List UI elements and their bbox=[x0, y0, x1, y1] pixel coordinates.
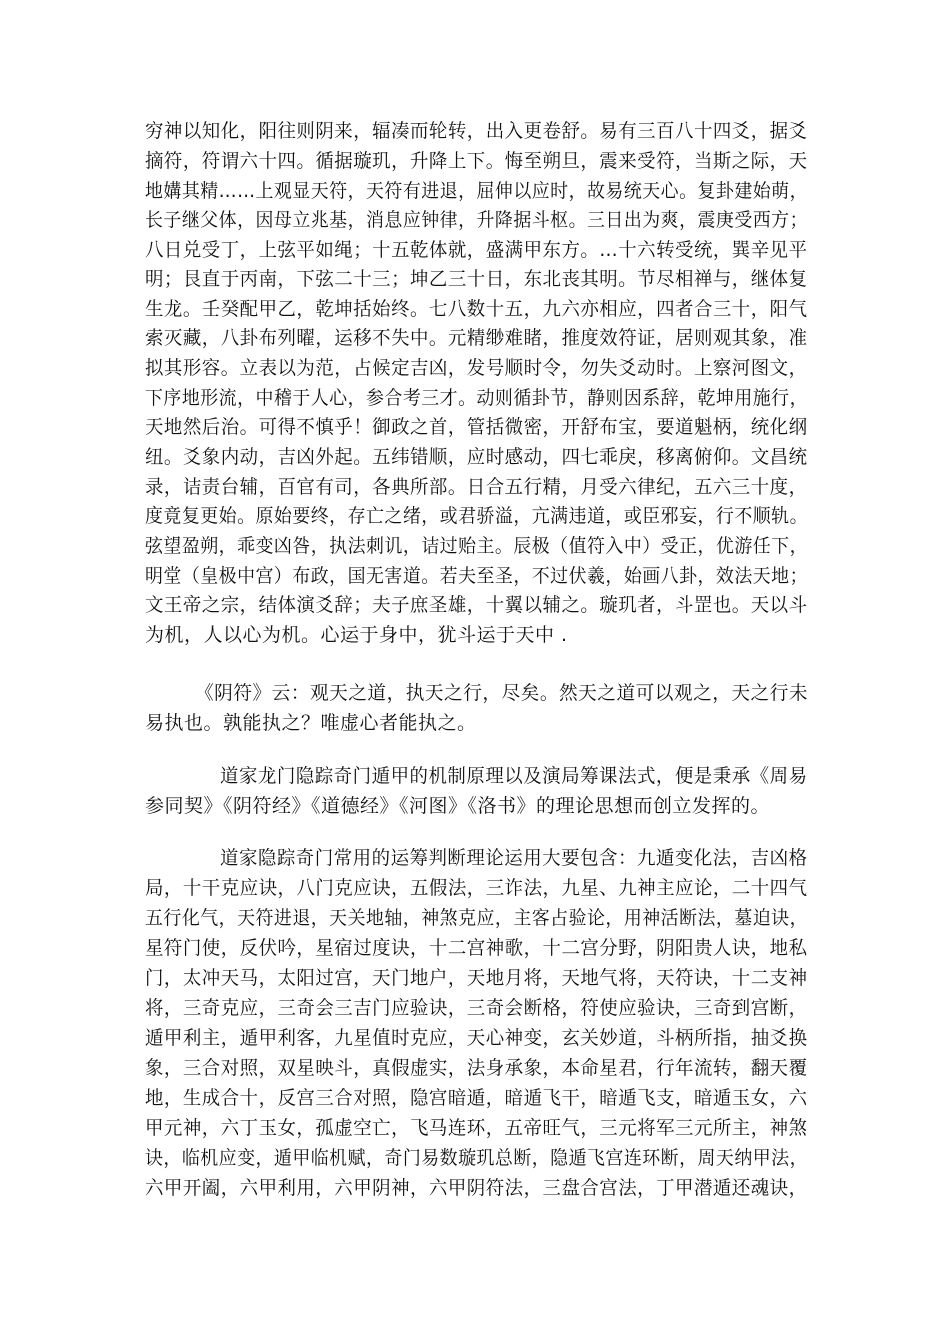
text-line: 诀，临机应变，遁甲临机赋，奇门易数璇玑总断，隐遁飞宫连环断，周天纳甲法， bbox=[145, 1147, 809, 1169]
text-line: 为机，人以心为机。心运于身中，犹斗运于天中 . bbox=[145, 624, 568, 646]
text-line: 生龙。壬癸配甲乙，乾坤括始终。七八数十五，九六亦相应，四者合三十，阳气 bbox=[145, 298, 808, 320]
text-line: 穷神以知化，阳往则阴来，辐凑而轮转，出入更卷舒。易有三百八十四爻，据爻 bbox=[145, 120, 808, 142]
text-line: 将，三奇克应，三奇会三吉门应验诀，三奇会断格，符使应验诀，三奇到宫断， bbox=[145, 997, 808, 1019]
text-line: 局，十干克应诀，八门克应诀，五假法，三诈法，九星、九神主应论，二十四气 bbox=[145, 877, 808, 899]
text-line: 易执也。孰能执之？唯虚心者能执之。 bbox=[145, 712, 477, 734]
text-line: 长子继父体，因母立兆基，消息应钟律，升降据斗枢。三日出为爽，震庚受西方； bbox=[145, 209, 809, 231]
text-line: 度竟复更始。原始要终，存亡之绪，或君骄溢，亢满违道，或臣邪妄，行不顺轨。 bbox=[145, 505, 809, 527]
text-line: 文王帝之宗，结体演爻辞；夫子庶圣雄，十翼以辅之。璇玑者，斗罡也。天以斗 bbox=[145, 594, 808, 616]
text-line: 纽。爻象内动，吉凶外起。五纬错顺，应时感动，四七乖戾，移离俯仰。文昌统 bbox=[145, 446, 808, 468]
text-line: 地媾其精……上观显天符，天符有进退，屈伸以应时，故易统天心。复卦建始萌， bbox=[145, 180, 809, 202]
text-line: 八日兑受丁，上弦平如绳；十五乾体就，盛满甲东方。…十六转受统，巽辛见平 bbox=[145, 239, 808, 261]
text-line: 下序地形流，中稽于人心，参合考三才。动则循卦节，静则因系辞，乾坤用施行， bbox=[145, 387, 809, 409]
text-line: 《阴符》云：观天之道，执天之行，尽矣。然天之道可以观之，天之行未 bbox=[195, 682, 809, 704]
text-line: 索灭藏，八卦布列曜，运移不失中。元精缈难睹，推度效符证，居则观其象，准 bbox=[145, 327, 808, 349]
text-line: 录，诘责台辅，百官有司，各典所部。日合五行精，月受六律纪，五六三十度， bbox=[145, 476, 808, 498]
text-line: 拟其形容。立表以为范，占候定吉凶，发号顺时令，勿失爻动时。上察河图文， bbox=[145, 357, 808, 379]
text-line: 遁甲利主，遁甲利客，九星值时克应，天心神变，玄关妙道，斗柄所指，抽爻换 bbox=[145, 1027, 808, 1049]
text-line: 星符门使，反伏吟，星宿过度诀，十二宫神歌，十二宫分野，阴阳贵人诀，地私 bbox=[145, 937, 808, 959]
text-line: 地，生成合十，反宫三合对照，隐宫暗遁，暗遁飞干，暗遁飞支，暗遁玉女，六 bbox=[145, 1087, 808, 1109]
text-line: 道家隐踪奇门常用的运筹判断理论运用大要包含：九遁变化法，吉凶格 bbox=[220, 847, 808, 869]
text-line: 明；艮直于丙南，下弦二十三；坤乙三十日，东北丧其明。节尽相禅与，继体复 bbox=[145, 268, 808, 290]
text-line: 参同契》《阴符经》《道德经》《河图》《洛书》的理论思想而创立发挥的。 bbox=[145, 795, 771, 817]
text-line: 象，三合对照，双星映斗，真假虚实，法身承象，本命星君，行年流转，翻天覆 bbox=[145, 1057, 808, 1079]
text-line: 天地然后治。可得不慎乎！御政之首，管括微密，开舒布宝，要道魁柄，统化纲 bbox=[145, 416, 808, 438]
text-line: 甲元神，六丁玉女，孤虚空亡，飞马连环，五帝旺气，三元将军三元所主，神煞 bbox=[145, 1117, 808, 1139]
text-line: 摘符，符谓六十四。循据璇玑，升降上下。悔至朔旦，震来受符，当斯之际，天 bbox=[145, 150, 808, 172]
text-line: 明堂（皇极中宫）布政，国无害道。若夫至圣，不过伏羲，始画八卦，效法天地； bbox=[145, 565, 809, 587]
text-line: 门，太冲天马，太阳过宫，天门地户，天地月将，天地气将，天符诀，十二支神 bbox=[145, 967, 808, 989]
text-line: 五行化气，天符进退，天关地轴，神煞克应，主客占验论，用神活断法，墓迫诀， bbox=[145, 907, 809, 929]
text-line: 道家龙门隐踪奇门遁甲的机制原理以及演局筹课法式，便是秉承《周易 bbox=[220, 765, 808, 787]
text-line: 弦望盈朔，乖变凶咎，执法刺讥，诘过贻主。辰极（值符入中）受正，优游任下， bbox=[145, 535, 809, 557]
text-line: 六甲开阖，六甲利用，六甲阴神，六甲阴符法，三盘合宫法，丁甲潜遁还魂诀， bbox=[145, 1177, 808, 1199]
